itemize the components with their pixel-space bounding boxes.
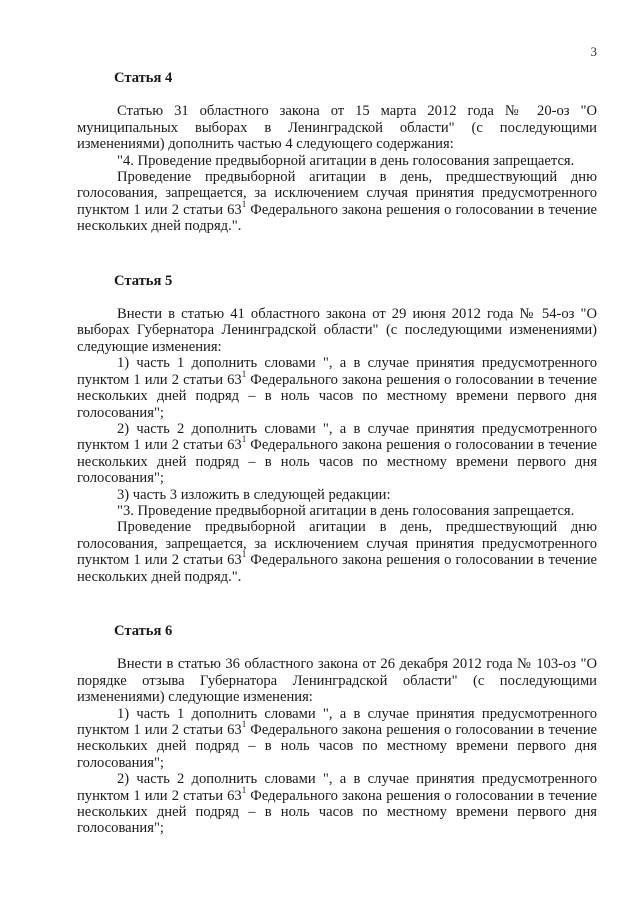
paragraph-text: Проведение предвыборной агитации в день, предшествующий дню голосования, запрещается, за исключением случая принятия предусмотренного пунктом 1 или 2 статьи 63 bbox=[77, 169, 597, 218]
article-paragraph bbox=[77, 487, 597, 503]
paragraph-text-continued: Федерального закона решения о голосовании в течение нескольких дней подряд – в ноль часов по местному времени первого дня голосования"; bbox=[77, 437, 597, 487]
paragraph-text: Проведение предвыборной агитации в день, предшествующий дню голосования, запрещается, за исключением случая принятия предусмотренного пунктом 1 или 2 статьи 63 bbox=[77, 519, 597, 569]
paragraph-text: Внести в статью 41 областного закона от 29 июня 2012 года № 54-оз "О выборах Губернатора Ленинградской области" (с последующими изменениями) следующие изменения: bbox=[77, 306, 597, 355]
article-superscript: 1 bbox=[241, 549, 247, 560]
article-paragraph bbox=[77, 706, 597, 772]
paragraph-text-continued: Федерального закона решения о голосовании в течение нескольких дней подряд.". bbox=[77, 552, 597, 585]
paragraph-text: Внести в статью 36 областного закона от 26 декабря 2012 года № 103-оз "О порядке отзыва Губернатора Ленинградской области" (с последующими изменениями) следующие изменения: bbox=[77, 656, 597, 706]
paragraph-text: 2) часть 2 дополнить словами ", а в случае принятия предусмотренного пунктом 1 или 2 статьи 63 bbox=[77, 771, 597, 804]
article-paragraph bbox=[77, 656, 597, 705]
article-paragraph bbox=[77, 519, 597, 585]
article-superscript: 1 bbox=[241, 434, 247, 445]
article-superscript: 1 bbox=[241, 198, 247, 209]
paragraph-text: 3) часть 3 изложить в следующей редакции: bbox=[117, 486, 391, 503]
paragraph-text-continued: Федерального закона решения о голосовании в течение нескольких дней подряд – в ноль часов по местному времени первого дня голосования"; bbox=[77, 787, 597, 837]
article-paragraph bbox=[77, 169, 597, 235]
article-paragraph bbox=[77, 103, 597, 152]
document-body bbox=[77, 70, 597, 837]
article-section bbox=[77, 623, 597, 837]
paragraph-text: 2) часть 2 дополнить словами ", а в случае принятия предусмотренного пунктом 1 или 2 статьи 63 bbox=[77, 420, 597, 454]
article-paragraph bbox=[77, 503, 597, 519]
paragraph-text: "3. Проведение предвыборной агитации в день голосования запрещается. bbox=[117, 502, 575, 519]
paragraph-text: "4. Проведение предвыборной агитации в день голосования запрещается. bbox=[117, 152, 575, 169]
article-superscript: 1 bbox=[241, 719, 247, 730]
article-section bbox=[77, 273, 597, 585]
article-paragraph bbox=[77, 355, 597, 421]
article-paragraph bbox=[77, 153, 597, 169]
article-superscript: 1 bbox=[241, 784, 247, 795]
article-section bbox=[77, 70, 597, 235]
article-heading: Статья 5 bbox=[114, 272, 173, 289]
article-paragraph bbox=[77, 771, 597, 837]
article-gap bbox=[77, 585, 597, 623]
article-heading: Статья 4 bbox=[114, 70, 173, 86]
paragraph-text: 1) часть 1 дополнить словами ", а в случае принятия предусмотренного пунктом 1 или 2 статьи 63 bbox=[77, 355, 597, 388]
paragraph-text-continued: Федерального закона решения о голосовании в течение нескольких дней подряд – в ноль часов по местному времени первого дня голосования"; bbox=[77, 371, 597, 421]
article-gap bbox=[77, 235, 597, 273]
paragraph-text-continued: Федерального закона решения о голосовании в течение нескольких дней подряд – в ноль часов по местному времени первого дня голосования"; bbox=[77, 722, 597, 771]
article-paragraph bbox=[77, 421, 597, 487]
paragraph-text: 1) часть 1 дополнить словами ", а в случае принятия предусмотренного пунктом 1 или 2 статьи 63 bbox=[77, 705, 597, 738]
article-superscript: 1 bbox=[241, 368, 247, 379]
article-paragraph bbox=[77, 306, 597, 355]
article-heading: Статья 6 bbox=[114, 622, 173, 639]
page-number: 3 bbox=[590, 44, 597, 59]
paragraph-text: Статью 31 областного закона от 15 марта 2012 года № 20-оз "О муниципальных выборах в Ленинградской области" (с последующими изменениями) дополнить частью 4 следующего содержания: bbox=[77, 103, 597, 153]
paragraph-text-continued: Федерального закона решения о голосовании в течение нескольких дней подряд.". bbox=[77, 201, 597, 235]
